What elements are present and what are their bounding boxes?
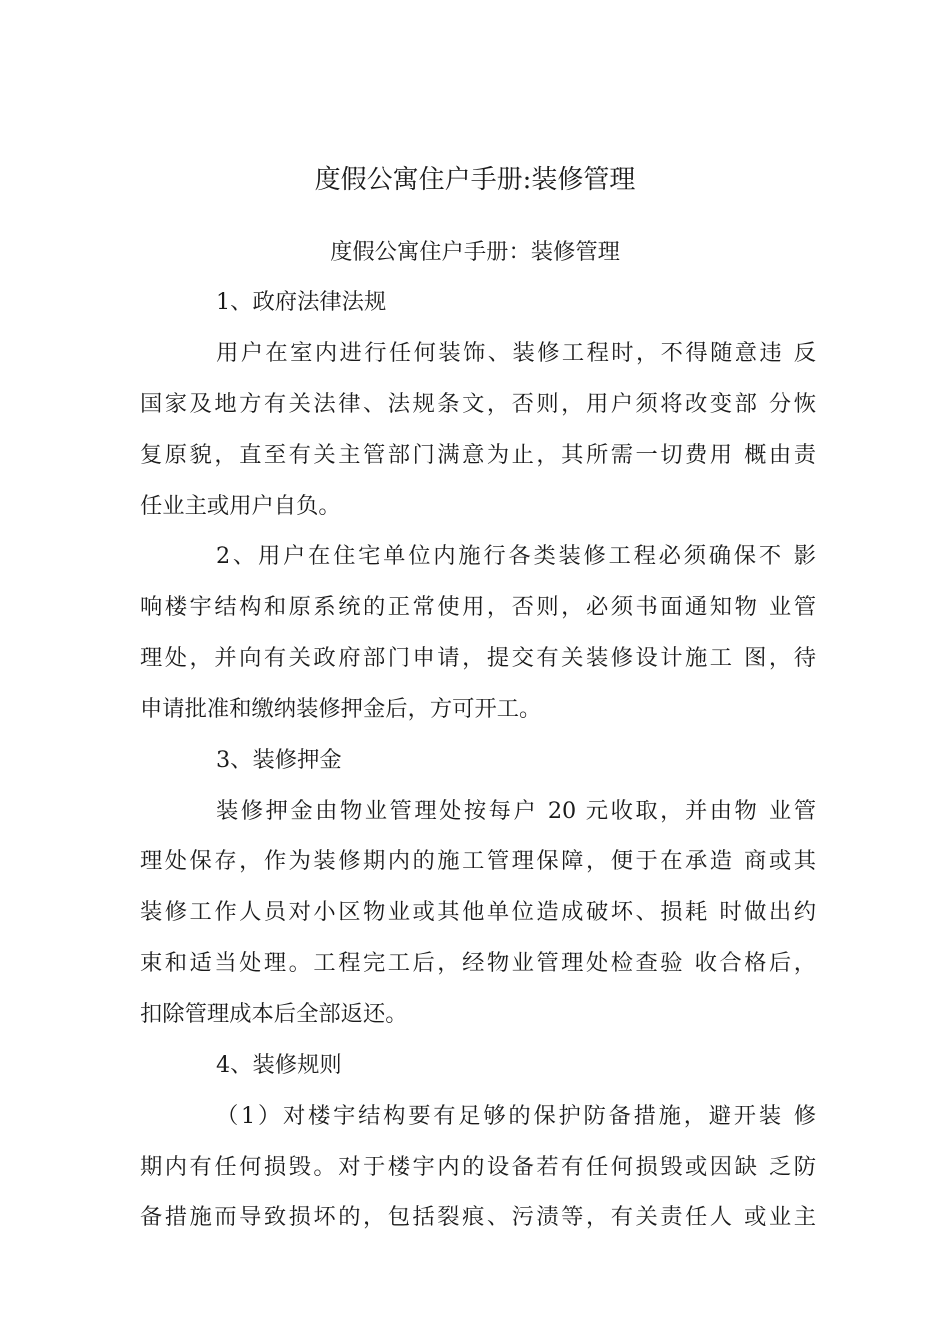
paragraph-line: 理处保存，作为装修期内的施工管理保障，便于在承造 商或其 bbox=[140, 848, 816, 874]
paragraph-line: 装修工作人员对小区物业或其他单位造成破坏、损耗 时做出约 bbox=[140, 899, 816, 925]
paragraph-line: 任业主或用户自负。 bbox=[140, 493, 341, 519]
section-heading-rules: 4、装修规则 bbox=[216, 1052, 342, 1078]
paragraph-line: 国家及地方有关法律、法规条文，否则，用户须将改变部 分恢 bbox=[140, 391, 816, 417]
paragraph-line: 装修押金由物业管理处按每户 20 元收取，并由物 业管 bbox=[216, 798, 816, 824]
paragraph-line: 复原貌，直至有关主管部门满意为止，其所需一切费用 概由责 bbox=[140, 442, 816, 468]
paragraph-line: 理处，并向有关政府部门申请，提交有关装修设计施工 图，待 bbox=[140, 645, 816, 671]
paragraph-line: 2、用户在住宅单位内施行各类装修工程必须确保不 影 bbox=[216, 543, 816, 569]
paragraph-line: 束和适当处理。工程完工后，经物业管理处检查验 收合格后， bbox=[140, 950, 816, 976]
section-heading-regulations: 1、政府法律法规 bbox=[216, 289, 387, 315]
document-title: 度假公寓住户手册:装修管理 bbox=[314, 165, 636, 195]
paragraph-line: 期内有任何损毁。对于楼宇内的设备若有任何损毁或因缺 乏防 bbox=[140, 1154, 816, 1180]
paragraph-line: （1）对楼宇结构要有足够的保护防备措施，避开装 修 bbox=[216, 1103, 816, 1129]
paragraph-line: 备措施而导致损坏的，包括裂痕、污渍等，有关责任人 或业主 bbox=[140, 1204, 816, 1230]
paragraph-line: 用户在室内进行任何装饰、装修工程时，不得随意违 反 bbox=[216, 340, 816, 366]
document-subtitle: 度假公寓住户手册：装修管理 bbox=[330, 239, 620, 265]
paragraph-line: 申请批准和缴纳装修押金后，方可开工。 bbox=[140, 696, 542, 722]
section-heading-deposit: 3、装修押金 bbox=[216, 747, 342, 773]
paragraph-line: 扣除管理成本后全部返还。 bbox=[140, 1001, 408, 1027]
paragraph-line: 响楼宇结构和原系统的正常使用，否则，必须书面通知物 业管 bbox=[140, 594, 816, 620]
